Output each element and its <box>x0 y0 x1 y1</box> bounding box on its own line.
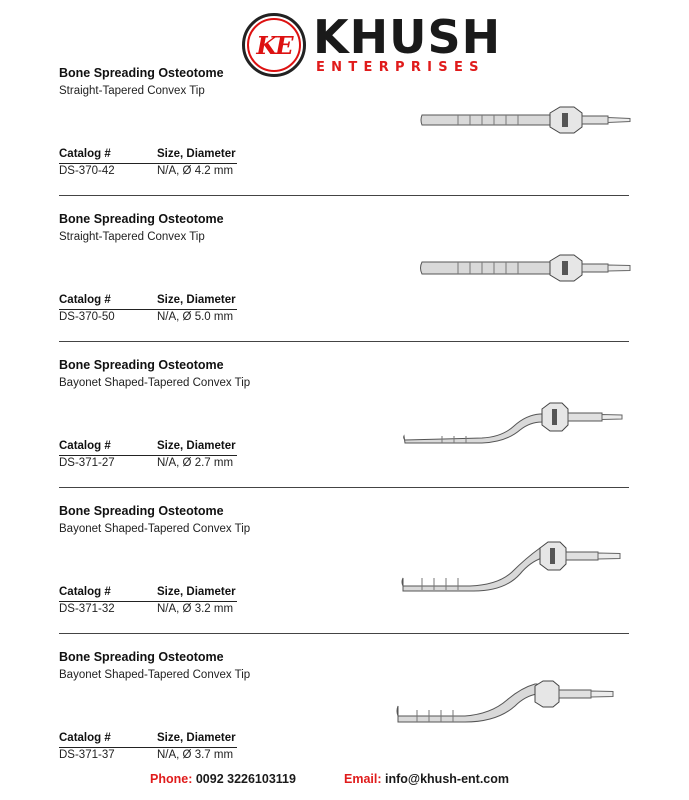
email-label: Email: <box>344 772 382 786</box>
catalog-value: DS-371-32 <box>59 603 115 615</box>
catalog-header: Catalog # <box>59 732 111 744</box>
product-subtitle: Straight-Tapered Convex Tip <box>59 231 205 243</box>
size-value: N/A, Ø 4.2 mm <box>157 165 234 177</box>
phone-label: Phone: <box>150 772 193 786</box>
catalog-value: DS-370-50 <box>59 311 115 323</box>
product-subtitle: Straight-Tapered Convex Tip <box>59 85 205 97</box>
spec-table <box>59 148 239 182</box>
size-value: N/A, Ø 3.7 mm <box>157 749 234 761</box>
brand-subtitle: ENTERPRISES <box>316 60 485 75</box>
straight-osteotome-icon <box>418 104 632 136</box>
email-contact <box>344 772 509 786</box>
spec-table <box>59 732 239 766</box>
size-value: N/A, Ø 3.2 mm <box>157 603 234 615</box>
section-divider <box>59 633 629 634</box>
section-divider <box>59 195 629 196</box>
size-value: N/A, Ø 2.7 mm <box>157 457 234 469</box>
size-header: Size, Diameter <box>157 294 236 306</box>
size-header: Size, Diameter <box>157 586 236 598</box>
spec-underline <box>59 455 237 456</box>
product-subtitle: Bayonet Shaped-Tapered Convex Tip <box>59 377 251 389</box>
bayonet-osteotome-icon <box>400 538 628 594</box>
product-title: Bone Spreading Osteotome <box>59 212 224 226</box>
bayonet-osteotome-icon <box>402 400 630 446</box>
spec-table <box>59 440 239 474</box>
product-title: Bone Spreading Osteotome <box>59 504 224 518</box>
spec-table <box>59 586 239 620</box>
catalog-header: Catalog # <box>59 294 111 306</box>
spec-table <box>59 294 239 328</box>
product-item <box>0 66 689 196</box>
product-title: Bone Spreading Osteotome <box>59 358 224 372</box>
section-divider <box>59 487 629 488</box>
spec-underline <box>59 601 237 602</box>
catalog-value: DS-371-27 <box>59 457 115 469</box>
catalog-value: DS-371-37 <box>59 749 115 761</box>
catalog-header: Catalog # <box>59 148 111 160</box>
section-divider <box>59 341 629 342</box>
spec-underline <box>59 163 237 164</box>
brand-name: KHUSH <box>313 10 502 64</box>
spec-underline <box>59 309 237 310</box>
logo-mark: KE <box>247 18 301 72</box>
phone-number: 0092 3226103119 <box>195 772 296 786</box>
catalog-header: Catalog # <box>59 586 111 598</box>
phone-contact <box>150 772 296 786</box>
product-subtitle: Bayonet Shaped-Tapered Convex Tip <box>59 669 251 681</box>
product-title: Bone Spreading Osteotome <box>59 66 224 80</box>
spec-underline <box>59 747 237 748</box>
catalog-header: Catalog # <box>59 440 111 452</box>
size-header: Size, Diameter <box>157 440 236 452</box>
straight-osteotome-icon <box>418 252 632 284</box>
page-footer <box>0 772 689 792</box>
product-title: Bone Spreading Osteotome <box>59 650 224 664</box>
product-subtitle: Bayonet Shaped-Tapered Convex Tip <box>59 523 251 535</box>
bayonet-osteotome-icon <box>395 680 623 730</box>
size-header: Size, Diameter <box>157 732 236 744</box>
product-item <box>0 650 689 770</box>
catalog-value: DS-370-42 <box>59 165 115 177</box>
product-item <box>0 212 689 342</box>
size-value: N/A, Ø 5.0 mm <box>157 311 234 323</box>
email-address[interactable]: info@khush-ent.com <box>385 772 509 786</box>
product-item <box>0 358 689 488</box>
size-header: Size, Diameter <box>157 148 236 160</box>
product-item <box>0 504 689 634</box>
